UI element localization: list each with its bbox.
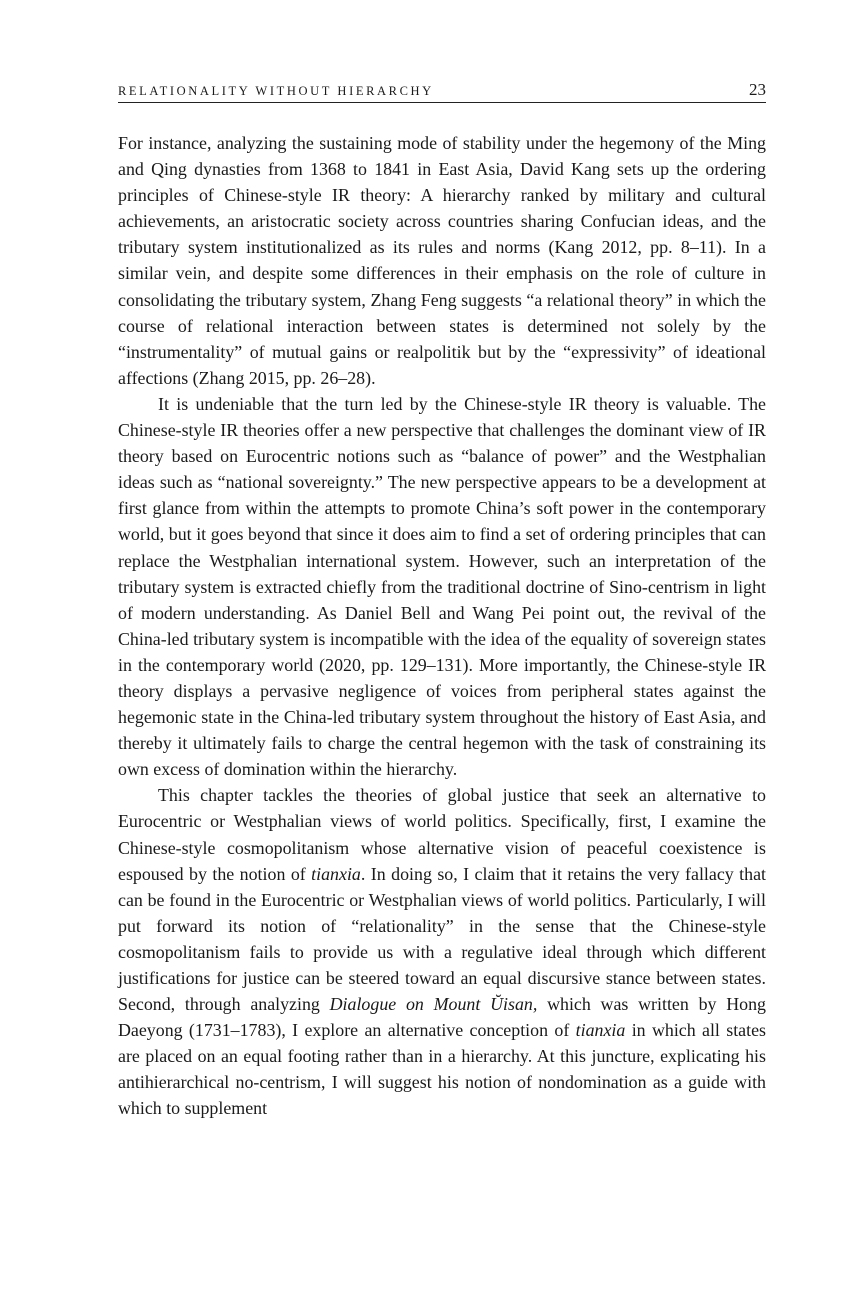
running-title: RELATIONALITY WITHOUT HIERARCHY bbox=[118, 84, 434, 98]
paragraph-3 bbox=[118, 782, 766, 1121]
paragraph-1 bbox=[118, 130, 766, 391]
body-text bbox=[118, 130, 766, 1122]
italic-term-tianxia: tianxia bbox=[575, 1020, 626, 1041]
italic-term-tianxia: tianxia bbox=[311, 863, 361, 884]
text-segment: It is undeniable that the turn led by the Chinese-style IR theory is valuable. The Chinese-style IR theories offer a new perspective that challenges the dominant view of IR theory based on Eurocentric notions such as “balance of power” and the Westphalian ideas such as “national sovereignty.” The new perspective appears to be a development at first glance from within the attempts to promote China’s soft power in the contemporary world, but it goes beyond that since it does aim to find a set of ordering principles that can replace the Westphalian international system. However, such an interpretation of the tributary system is extracted chiefly from the traditional doctrine of Sino-centrism in light of modern understanding. As Daniel Bell and Wang Pei point out, the revival of the China-led tributary system is incompatible with the idea of the equality of sovereign states in the contemporary world (2020, pp. 129–131). More importantly, the Chinese-style IR theory displays a pervasive negligence of voices from peripheral states against the hegemonic state in the China-led tributary system throughout the history of East Asia, and thereby it ultimately fails to charge the central hegemon with the task of constraining its own excess of domination within the hierarchy. bbox=[118, 393, 766, 780]
page-number: 23 bbox=[749, 80, 766, 99]
italic-book-title: Dialogue on Mount Ŭisan, bbox=[329, 994, 538, 1015]
text-segment: This chapter tackles the theories of global justice that seek an alternative to Eurocentric or Westphalian views of world politics. Specifically, first, I examine the Chinese-style cosmopolitanism whose alternative vision of peaceful coexistence is espoused by the notion of bbox=[118, 785, 766, 884]
text-segment: . In doing so, I claim that it retains the very fallacy that can be found in the Eurocentric or Westphalian views of world politics. Particularly, I will put forward its notion of “relationality” in the sense that the Chinese-style cosmopolitanism fails to provide us with a regulative ideal through which different justifications for justice can be steered toward an equal discursive stance between states. Second, through analyzing bbox=[118, 863, 766, 1015]
text-segment: in which all states are placed on an equal footing rather than in a hierarchy. At this juncture, explicating his antihierarchical no-centrism, I will suggest his notion of nondomination as a guide with which to supplement bbox=[118, 1020, 766, 1119]
text-segment: For instance, analyzing the sustaining mode of stability under the hegemony of the Ming and Qing dynasties from 1368 to 1841 in East Asia, David Kang sets up the ordering principles of Chinese-style IR theory: A hierarchy ranked by military and cultural achievements, an aristocratic society across countries sharing Confucian ideas, and the tributary system institutionalized as its rules and norms (Kang 2012, pp. 8–11). In a similar vein, and despite some differences in their emphasis on the role of culture in consolidating the tributary system, Zhang Feng suggests “a relational theory” in which the course of relational interaction between states is determined not solely by the “instrumentality” of mutual gains or realpolitik but by the “expressivity” of ideational affections (Zhang 2015, pp. 26–28). bbox=[118, 133, 766, 388]
running-head bbox=[118, 80, 766, 103]
text-segment: which was written by Hong Daeyong (1731–1783), I explore an alternative conception of bbox=[118, 994, 766, 1041]
paragraph-2 bbox=[118, 391, 766, 782]
